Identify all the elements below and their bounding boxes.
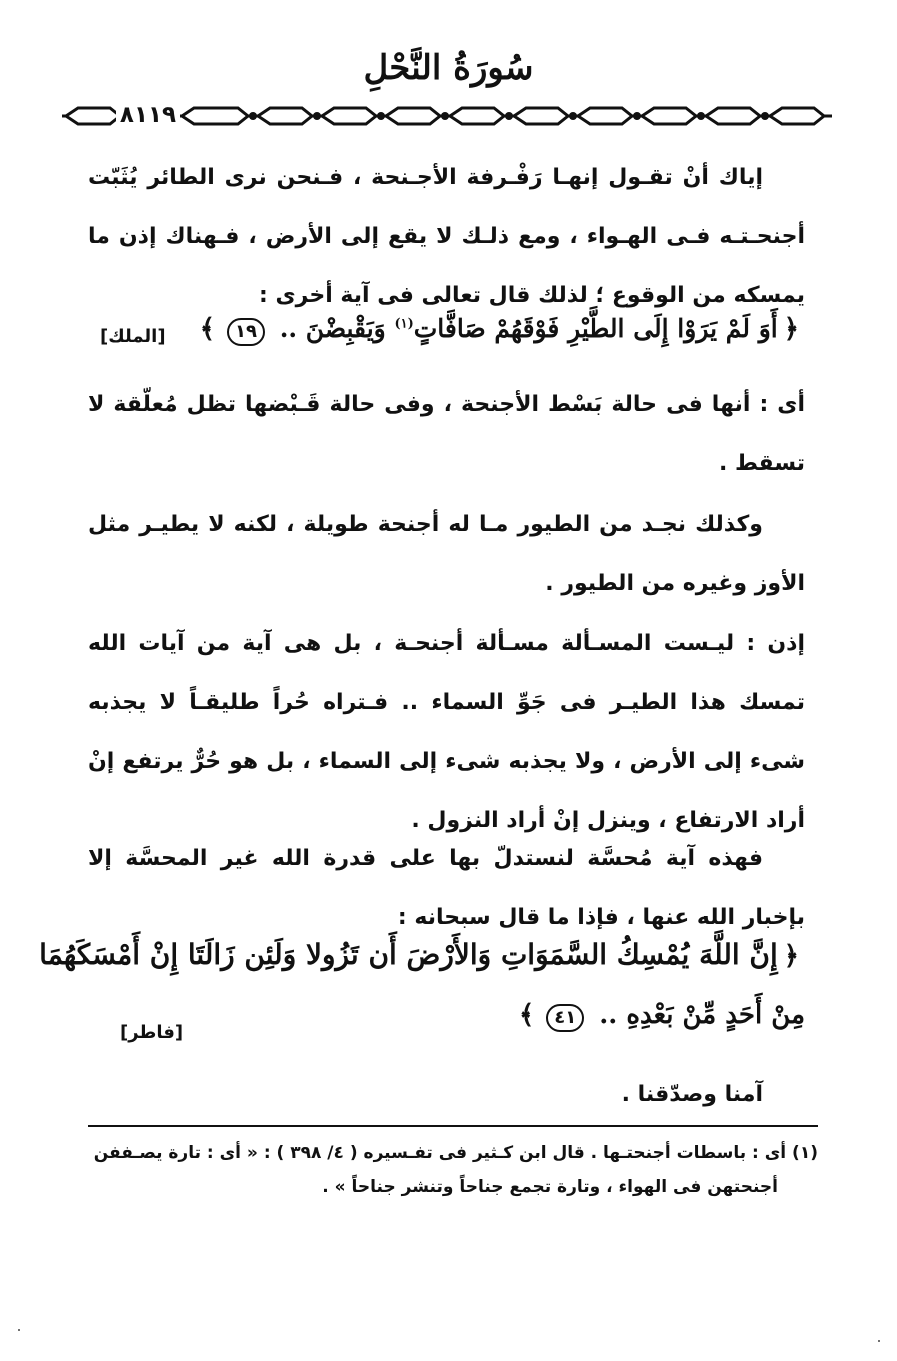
paragraph-5: [88, 829, 805, 947]
paragraph-3-text: وكذلك نجـد من الطيور مـا له أجنحة طويلة ، لكنه لا يطيـر مثل الأوز وغيره من الطيور .: [88, 512, 805, 596]
paragraph-4-text: إذن : ليـست المسـألة مسـألة أجنحـة ، بل هى آية من آيات الله تمسك هذا الطيـر فى جَوِّ السماء .. فـتراه حُراً طليقـاً لا يجذبه شىء إلى الأرض ، ولا يجذبه شىء إلى السماء ، بل هو حُرٌّ يرتفع إنْ أراد الارتفاع ، وينزل إنْ أراد النزول .: [88, 631, 805, 833]
surah-reference-2: [فاطر]: [120, 1022, 184, 1043]
surah-reference-1: [الملك]: [100, 326, 166, 347]
ayah-number: ١٩: [227, 318, 265, 346]
verse-close-brace: ﴾: [518, 1000, 535, 1030]
ayah-number: ٤١: [546, 1004, 584, 1032]
footnote-divider: [88, 1125, 818, 1127]
scan-speck: [18, 1329, 20, 1331]
paragraph-6-text: آمنا وصدّقنا .: [621, 1082, 763, 1107]
paragraph-5-text: فهذه آية مُحسَّة لنستدلّ بها على قدرة الله غير المحسَّة إلا بإخبار الله عنها ، فإذا ما قال سبحانه :: [88, 846, 805, 930]
verse-open-brace: ﴿: [783, 941, 799, 971]
paragraph-1: [88, 148, 805, 325]
paragraph-6: [88, 1065, 805, 1124]
paragraph-3: [88, 495, 805, 613]
verse-close-brace: ﴾: [199, 314, 215, 344]
footnote-line-2: أجنحتهن فى الهواء ، وتارة تجمع جناحاً وتنشر جناحاً » .: [322, 1177, 778, 1197]
paragraph-2: [88, 375, 805, 493]
quran-verse-2-line-1: [39, 938, 805, 971]
paragraph-1-text: إياك أنْ تقـول إنهـا رَفْـرفة الأجـنحة ، فـنحن نرى الطائر يُثَبّت أجنحـتـه فـى الهـواء ، ومع ذلـك لا يقع إلى الأرض ، فـهناك إذن ما يمسكه من الوقوع ؛ لذلك قال تعالى فى آية أخرى :: [88, 165, 805, 308]
verse-1-text: أَوَ لَمْ يَرَوْا إِلَى الطَّيْرِ فَوْقَهُمْ صَافَّاتٍ: [413, 314, 778, 343]
paragraph-2-text: أى : أنها فى حالة بَسْط الأجنحة ، وفى حالة قَـبْضها تظل مُعلّقة لا تسقط .: [88, 392, 805, 476]
quran-verse-2-line-2: [513, 1000, 805, 1032]
footnote: [88, 1136, 818, 1204]
quran-verse-1: [194, 314, 805, 346]
verse-2-line-2-text: مِنْ أَحَدٍ مِّنْ بَعْدِهِ ..: [599, 1000, 805, 1030]
verse-open-brace: ﴿: [783, 314, 799, 344]
page-number: ٨١١٩: [116, 98, 180, 132]
verse-1-text-after: وَيَقْبِضْنَ ..: [279, 314, 386, 343]
surah-title: سُورَةُ النَّحْلِ: [363, 48, 534, 88]
paragraph-4: [88, 614, 805, 850]
scan-speck: [878, 1340, 880, 1342]
footnote-line-1: (١) أى : باسطات أجنحتـها . قال ابن كـثير فى تفـسيره ( ٤/ ٣٩٨ ) : « أى : تارة يصـففن: [93, 1143, 818, 1163]
verse-2-line-1-text: إِنَّ اللَّهَ يُمْسِكُ السَّمَوَاتِ وَالأَرْضَ أَن تَزُولا وَلَئِن زَالَتَا إِنْ أَمْسَكَهُمَا: [39, 938, 778, 971]
footnote-marker[interactable]: (١): [394, 316, 414, 332]
